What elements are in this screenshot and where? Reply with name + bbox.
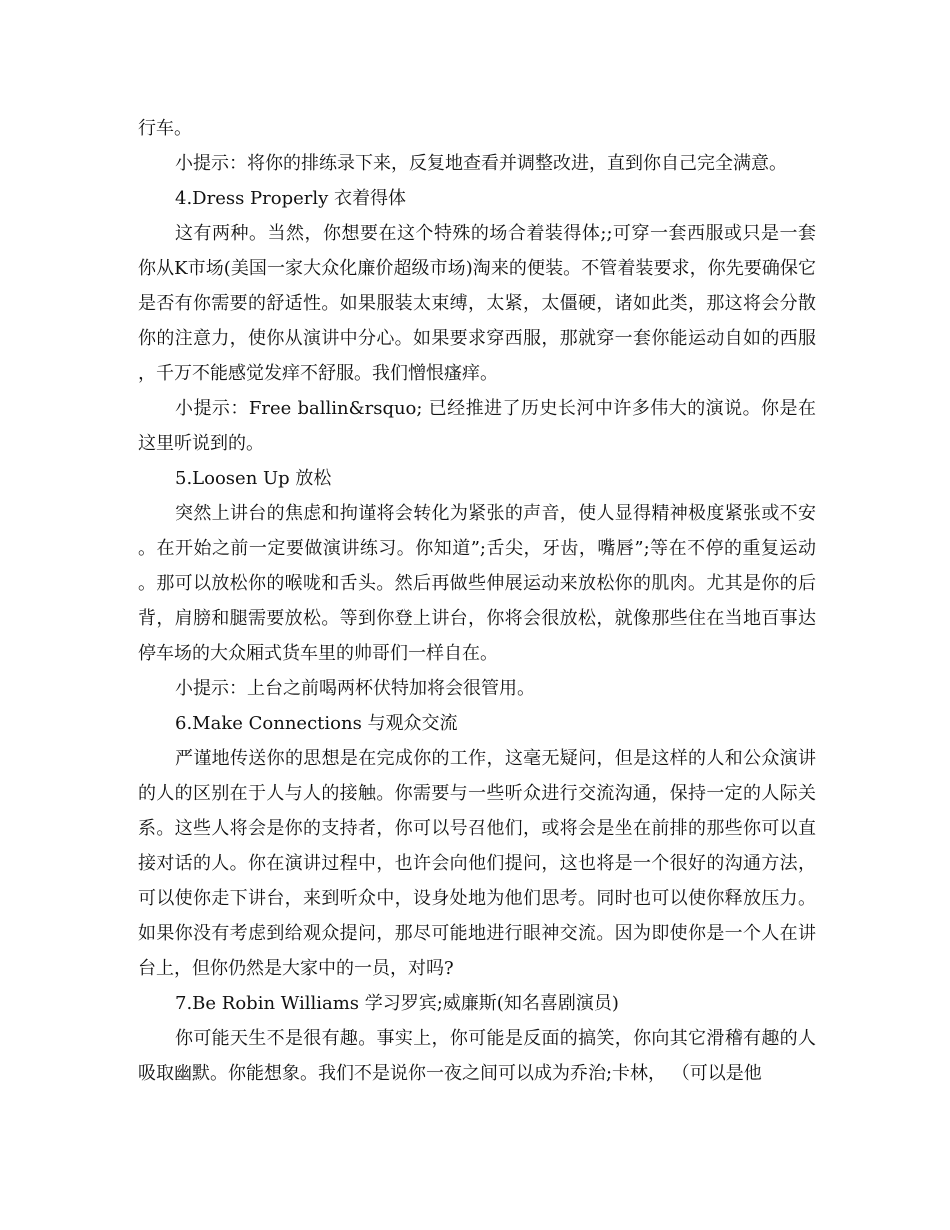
- section-heading-be-robin-williams: 7.Be Robin Williams 学习罗宾;威廉斯(知名喜剧演员): [175, 993, 619, 1014]
- body-paragraph: 这有两种。当然，你想要在这个特殊的场合着装得体;;可穿一套西服或只是一套你从K市场(美国一家大众化廉价超级市场)淘来的便装。不管着装要求，你先要确保它是否有你需要的舒适性。如果服装太束缚，太紧，太僵硬，诸如此类，那这将会分散你的注意力，使你从演讲中分心。如果要求穿西服，那就穿一套你能运动自如的西服，千万不能感觉发痒不舒服。我们憎恨瘙痒。: [138, 223, 816, 384]
- document-body: [138, 111, 816, 1091]
- section-heading-loosen-up: 5.Loosen Up 放松: [175, 468, 332, 489]
- tip-paragraph: 小提示：上台之前喝两杯伏特加将会很管用。: [175, 678, 535, 699]
- paragraph-continuation: 行车。: [138, 118, 192, 139]
- body-paragraph: 突然上讲台的焦虑和拘谨将会转化为紧张的声音，使人显得精神极度紧张或不安。在开始之前一定要做演讲练习。你知道”;舌尖，牙齿，嘴唇”;等在不停的重复运动。那可以放松你的喉咙和舌头。然后再做些伸展运动来放松你的肌肉。尤其是你的后背，肩膀和腿需要放松。等到你登上讲台，你将会很放松，就像那些住在当地百事达停车场的大众厢式货车里的帅哥们一样自在。: [138, 503, 816, 664]
- body-paragraph: 你可能天生不是很有趣。事实上，你可能是反面的搞笑，你向其它滑稽有趣的人吸取幽默。你能想象。我们不是说你一夜之间可以成为乔治;卡林， （可以是他: [138, 1028, 816, 1084]
- section-heading-dress-properly: 4.Dress Properly 衣着得体: [175, 188, 407, 209]
- body-paragraph: 严谨地传送你的思想是在完成你的工作，这毫无疑问，但是这样的人和公众演讲的人的区别在于人与人的接触。你需要与一些听众进行交流沟通，保持一定的人际关系。这些人将会是你的支持者，你可以号召他们，或将会是坐在前排的那些你可以直接对话的人。你在演讲过程中，也许会向他们提问，这也将是一个很好的沟通方法，可以使你走下讲台，来到听众中，设身处地为他们思考。同时也可以使你释放压力。如果你没有考虑到给观众提问，那尽可能地进行眼神交流。因为即使你是一个人在讲台上，但你仍然是大家中的一员，对吗?: [138, 748, 816, 979]
- tip-paragraph: 小提示：Free ballin&rsquo; 已经推进了历史长河中许多伟大的演说。你是在这里听说到的。: [138, 398, 816, 454]
- tip-paragraph: 小提示：将你的排练录下来，反复地查看并调整改进，直到你自己完全满意。: [175, 153, 787, 174]
- section-heading-make-connections: 6.Make Connections 与观众交流: [175, 713, 458, 734]
